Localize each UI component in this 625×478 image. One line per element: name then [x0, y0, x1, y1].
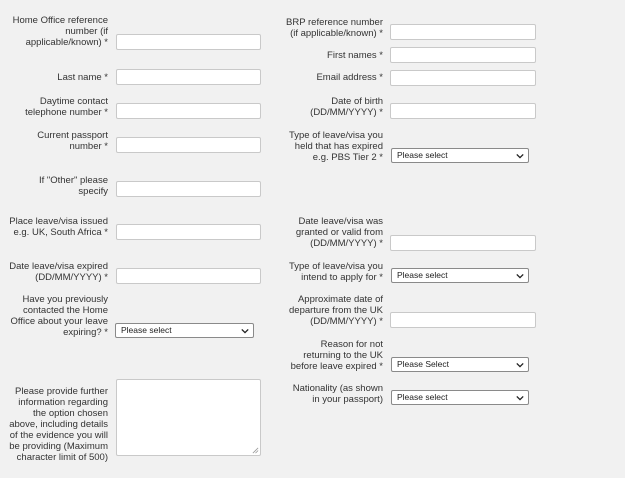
- nationality-selected: Please select: [397, 392, 448, 402]
- visa-intend-label: Type of leave/visa you intend to apply for *: [289, 261, 383, 283]
- nationality-label: Nationality (as shown in your passport): [292, 383, 383, 405]
- email-input[interactable]: [390, 70, 536, 86]
- chevron-down-icon: [516, 394, 524, 402]
- contacted-home-office-selected: Please select: [121, 325, 172, 335]
- passport-input[interactable]: [116, 137, 261, 153]
- daytime-phone-label: Daytime contact telephone number *: [25, 96, 108, 118]
- nationality-select[interactable]: [391, 390, 529, 405]
- daytime-phone-input[interactable]: [116, 103, 261, 119]
- brp-ref-input[interactable]: [390, 24, 536, 40]
- date-granted-input[interactable]: [390, 235, 536, 251]
- further-info-textarea[interactable]: [116, 379, 261, 456]
- visa-intend-select[interactable]: [391, 268, 529, 283]
- chevron-down-icon: [516, 361, 524, 369]
- date-expired-input[interactable]: [116, 268, 261, 284]
- visa-type-expired-selected: Please select: [397, 150, 448, 160]
- home-office-ref-input[interactable]: [116, 34, 261, 50]
- last-name-label: Last name *: [57, 72, 108, 83]
- reason-not-returning-selected: Please Select: [397, 359, 449, 369]
- place-issued-label: Place leave/visa issued e.g. UK, South Africa *: [9, 216, 108, 238]
- date-expired-label: Date leave/visa expired (DD/MM/YYYY) *: [9, 261, 108, 283]
- home-office-ref-label: Home Office reference number (if applicable/known) *: [12, 15, 108, 48]
- visa-type-expired-select[interactable]: [391, 148, 529, 163]
- visa-intend-selected: Please select: [397, 270, 448, 280]
- reason-not-returning-label: Reason for not returning to the UK before leave expired *: [290, 339, 383, 372]
- place-issued-input[interactable]: [116, 224, 261, 240]
- last-name-input[interactable]: [116, 69, 261, 85]
- first-names-label: First names *: [327, 50, 383, 61]
- other-specify-label: If "Other" please specify: [38, 175, 108, 197]
- passport-label: Current passport number *: [37, 130, 108, 152]
- chevron-down-icon: [516, 272, 524, 280]
- contacted-home-office-select[interactable]: [115, 323, 254, 338]
- departure-date-input[interactable]: [390, 312, 536, 328]
- further-info-label: Please provide further information regarding the option chosen above, including details of the evidence you will be providing (Maximum character limit of 500): [9, 386, 108, 463]
- dob-label: Date of birth (DD/MM/YYYY) *: [310, 96, 383, 118]
- resize-grip-icon: [252, 447, 259, 454]
- dob-input[interactable]: [390, 103, 536, 119]
- first-names-input[interactable]: [390, 47, 536, 63]
- date-granted-label: Date leave/visa was granted or valid from (DD/MM/YYYY) *: [295, 216, 383, 249]
- contacted-home-office-label: Have you previously contacted the Home Office about your leave expiring? *: [10, 294, 108, 338]
- other-specify-input[interactable]: [116, 181, 261, 197]
- departure-date-label: Approximate date of departure from the UK (DD/MM/YYYY) *: [289, 294, 383, 327]
- chevron-down-icon: [241, 327, 249, 335]
- visa-type-expired-label: Type of leave/visa you held that has expired e.g. PBS Tier 2 *: [289, 130, 383, 163]
- brp-ref-label: BRP reference number (if applicable/known) *: [286, 17, 383, 39]
- reason-not-returning-select[interactable]: [391, 357, 529, 372]
- chevron-down-icon: [516, 152, 524, 160]
- email-label: Email address *: [316, 72, 383, 83]
